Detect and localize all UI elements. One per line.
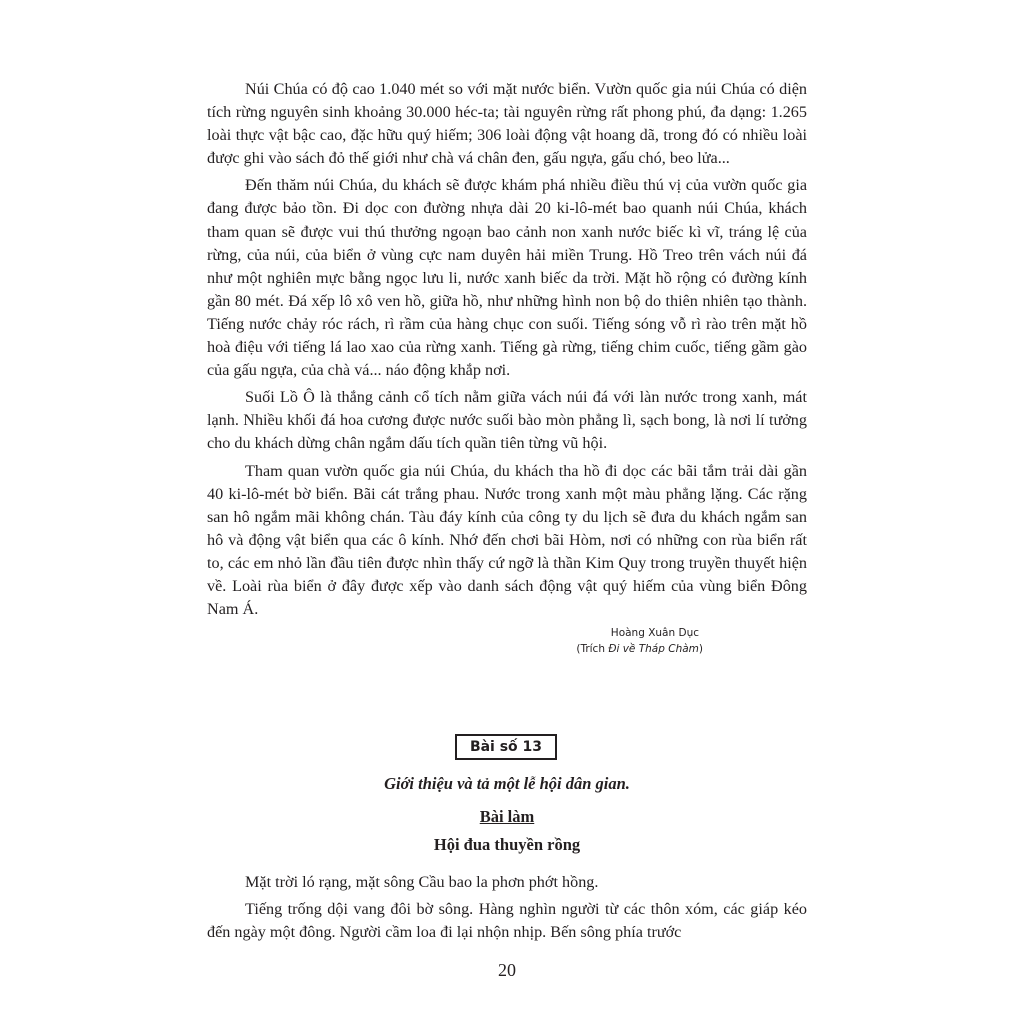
- source-title: Đi về Tháp Chàm: [608, 643, 699, 656]
- source-prefix: (Trích: [576, 643, 609, 656]
- source-citation: [207, 641, 807, 657]
- source-suffix: ): [698, 643, 703, 656]
- page-number: 20: [498, 960, 516, 980]
- exercise-prompt: Giới thiệu và tả một lễ hội dân gian.: [384, 774, 630, 793]
- answer-label: [207, 805, 807, 829]
- paragraph: Đến thăm núi Chúa, du khách sẽ được khám phá nhiều điều thú vị của vườn quốc gia đang được bảo tồn. Đi dọc con đường nhựa dài 20 ki-lô-mét bao quanh núi Chúa, khách tham quan sẽ được vui thú thưởng ngoạn bao cảnh non xanh nước biếc kì vĩ, tráng lệ của rừng, của núi, của biển ở vùng cực nam duyên hải miền Trung. Hồ Treo trên vách núi đá như một nghiên mực bằng ngọc lưu li, nước xanh biếc da trời. Mặt hồ rộng có đường kính gần 80 mét. Đá xếp lô xô ven hồ, giữa hồ, như những hình non bộ do thiên nhiên tạo thành. Tiếng nước chảy róc rách, rì rầm của hàng chục con suối. Tiếng sóng vỗ rì rào trên mặt hồ hoà điệu với tiếng lá lao xao của rừng xanh. Tiếng gà rừng, tiếng chim cuốc, tiếng gầm gào của gấu ngựa, của chà vá... náo động khắp nơi.: [207, 176, 807, 380]
- attribution: [207, 625, 807, 657]
- paragraph: Tham quan vườn quốc gia núi Chúa, du khách tha hồ đi dọc các bãi tắm trải dài gần 40 ki-lô-mét bờ biển. Bãi cát trắng phau. Nước trong xanh một màu phẳng lặng. Các rặng san hô ngắm mãi không chán. Tàu đáy kính của công ty du lịch sẽ đưa du khách ngắm san hô và động vật biển qua các ô kính. Nhớ đến chơi bãi Hòm, nơi có những con rùa biển rất to, các em nhỏ lần đầu tiên được nhìn thấy cứ ngỡ là thần Kim Quy trong truyền thuyết hiện về. Loài rùa biển ở đây được xếp vào danh sách động vật quý hiếm của vùng biển Đông Nam Á.: [207, 461, 807, 619]
- paragraph: Tiếng trống dội vang đôi bờ sông. Hàng nghìn người từ các thôn xóm, các giáp kéo đến ngày một đông. Người cầm loa đi lại nhộn nhịp. Bến sông phía trước: [207, 900, 807, 942]
- paragraph: Mặt trời ló rạng, mặt sông Cầu bao la phơn phớt hồng.: [245, 873, 599, 891]
- paragraph: Suối Lồ Ô là thắng cảnh cổ tích nằm giữa vách núi đá với làn nước trong xanh, mát lạnh. Nhiều khối đá hoa cương được nước suối bào mòn phẳng lì, sạch bong, là nơi lí tưởng cho du khách dừng chân ngắm dấu tích quần tiên từng vũ hội.: [207, 388, 807, 453]
- essay-title: Hội đua thuyền rồng: [433, 835, 581, 854]
- paragraph: Núi Chúa có độ cao 1.040 mét so với mặt nước biển. Vườn quốc gia núi Chúa có diện tích rừng nguyên sinh khoảng 30.000 héc-ta; tài nguyên rừng rất phong phú, đa dạng: 1.265 loài thực vật bậc cao, đặc hữu quý hiếm; 306 loài động vật hoang dã, trong đó có nhiều loài được ghi vào sách đỏ thế giới như chà vá chân đen, gấu ngựa, gấu chó, beo lửa...: [207, 80, 807, 168]
- author-name: Hoàng Xuân Dục: [610, 627, 699, 640]
- reading-passage: [207, 78, 807, 657]
- exercise-label: Bài số 13: [455, 734, 557, 760]
- essay-body: [207, 871, 807, 948]
- answer-label-text: Bài làm: [479, 807, 535, 826]
